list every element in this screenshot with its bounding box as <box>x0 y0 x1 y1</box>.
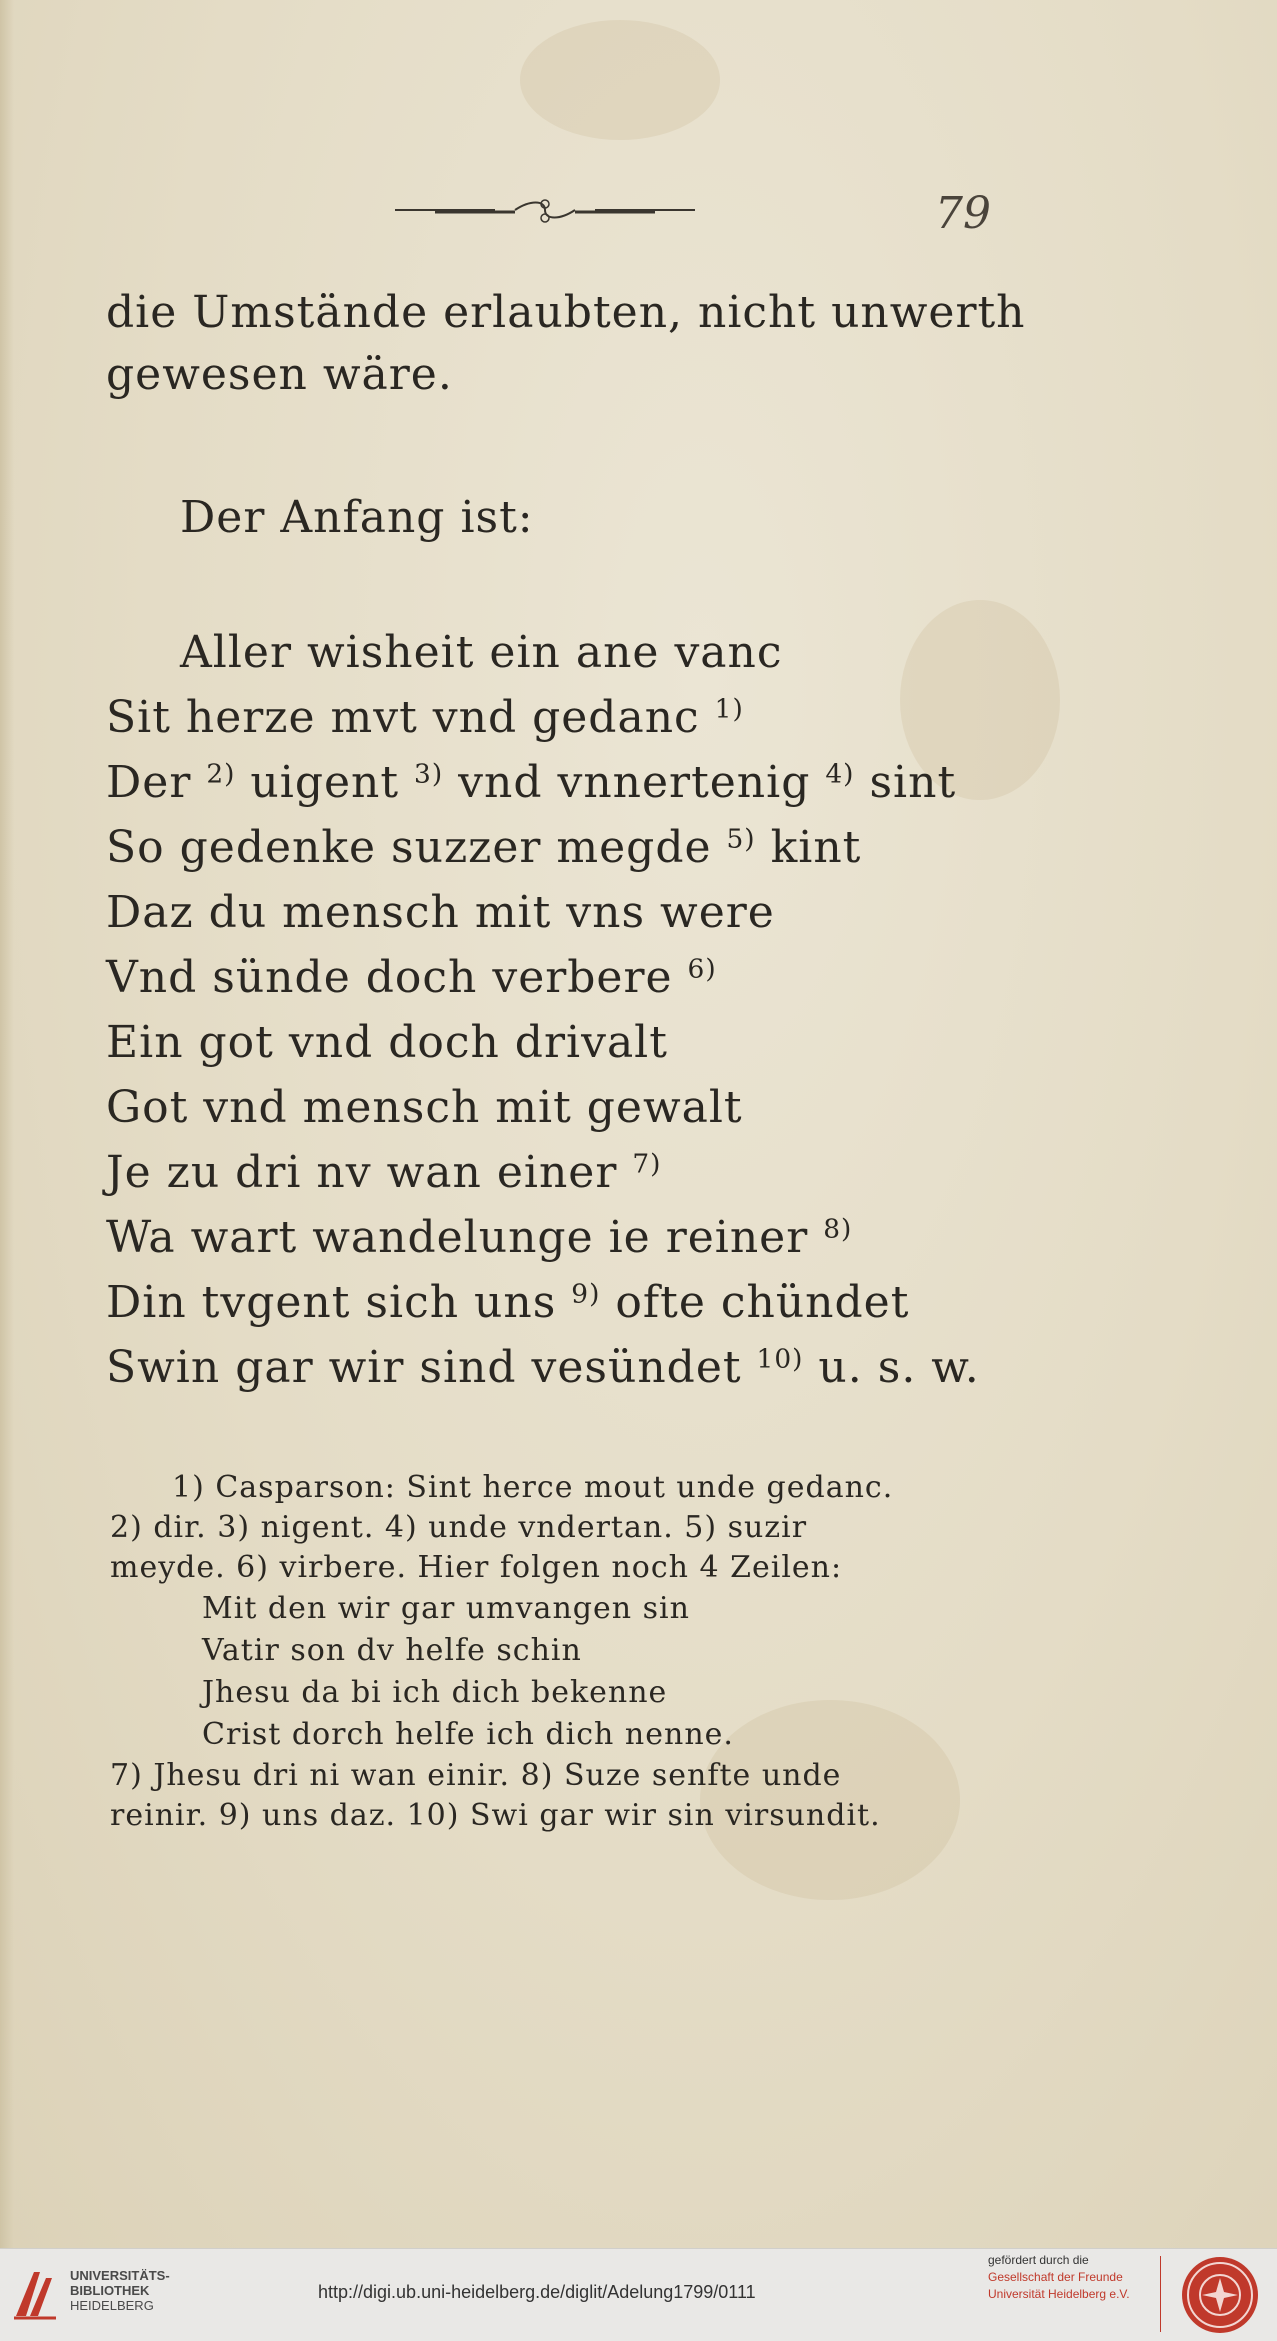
poem-line: Ein got vnd doch drivalt <box>106 1017 668 1068</box>
poem-line: So gedenke suzzer megde $^{5)}$ kint <box>106 822 862 873</box>
page-number: 79 <box>935 188 991 239</box>
body-line: die Umstände erlaubten, nicht unwerth <box>106 287 1026 338</box>
footnote-ref: 8) <box>823 1213 853 1245</box>
quoted-line: Crist dorch helfe ich dich nenne. <box>202 1717 734 1752</box>
footnote-line: meyde. 6) virbere. Hier folgen noch 4 Zeilen: <box>110 1550 843 1585</box>
sponsor-text: gefördert durch die Gesellschaft der Freunde Universität Heidelberg e.V. <box>988 2253 1130 2301</box>
section-heading: Der Anfang ist: <box>180 492 534 543</box>
poem-line: Swin gar wir sind vesündet $^{10)}$ u. s. w. <box>106 1342 980 1393</box>
header-ornament <box>395 196 695 226</box>
poem-line: Je zu dri nv wan einer $^{7)}$ <box>106 1147 662 1198</box>
footnote-ref: 4) <box>825 758 855 790</box>
footnote-ref: 7) <box>632 1148 662 1180</box>
poem-line: Der $^{2)}$ uigent $^{3)}$ vnd vnnertenig $^{4)}$ sint <box>106 757 957 808</box>
footnote-ref: 6) <box>687 953 717 985</box>
quoted-line: Vatir son dv helfe schin <box>202 1633 582 1668</box>
library-name: UNIVERSITÄTS- BIBLIOTHEK HEIDELBERG <box>70 2268 170 2313</box>
footnote-line: reinir. 9) uns daz. 10) Swi gar wir sin virsundit. <box>110 1798 881 1833</box>
university-seal-icon <box>1178 2254 1262 2336</box>
footnote-line: 2) dir. 3) nigent. 4) unde vndertan. 5) suzir <box>110 1510 808 1545</box>
footnote-ref: 1) <box>714 693 744 725</box>
poem-line: Vnd sünde doch verbere $^{6)}$ <box>106 952 717 1003</box>
poem-line: Got vnd mensch mit gewalt <box>106 1082 743 1133</box>
footnote-ref: 3) <box>414 758 444 790</box>
quoted-line: Jhesu da bi ich dich bekenne <box>202 1675 668 1710</box>
paper-stain <box>520 20 720 140</box>
footnote-line: 1) Casparson: Sint herce mout unde gedanc. <box>172 1470 894 1505</box>
footnote-line: 7) Jhesu dri ni wan einir. 8) Suze senfte unde <box>110 1758 842 1793</box>
footnote-ref: 5) <box>726 823 756 855</box>
poem-line: Wa wart wandelunge ie reiner $^{8)}$ <box>106 1212 853 1263</box>
poem-block <box>106 620 1026 1400</box>
quoted-line: Mit den wir gar umvangen sin <box>202 1591 690 1626</box>
footer-divider <box>1160 2256 1161 2332</box>
footnote-ref: 9) <box>571 1278 601 1310</box>
body-paragraph <box>106 282 1026 406</box>
footnote-ref: 10) <box>756 1343 804 1375</box>
footnote-ref: 2) <box>206 758 236 790</box>
poem-line: Din tvgent sich uns $^{9)}$ ofte chündet <box>106 1277 910 1328</box>
footnotes <box>110 1468 1010 1836</box>
body-line: gewesen wäre. <box>106 349 453 400</box>
poem-line: Daz du mensch mit vns were <box>106 887 775 938</box>
poem-line: Sit herze mvt vnd gedanc $^{1)}$ <box>106 692 744 743</box>
library-logo-icon <box>12 2264 58 2324</box>
document-url-link[interactable]: http://digi.ub.uni-heidelberg.de/diglit/Adelung1799/0111 <box>318 2282 756 2302</box>
poem-line: Aller wisheit ein ane vanc <box>180 627 783 678</box>
